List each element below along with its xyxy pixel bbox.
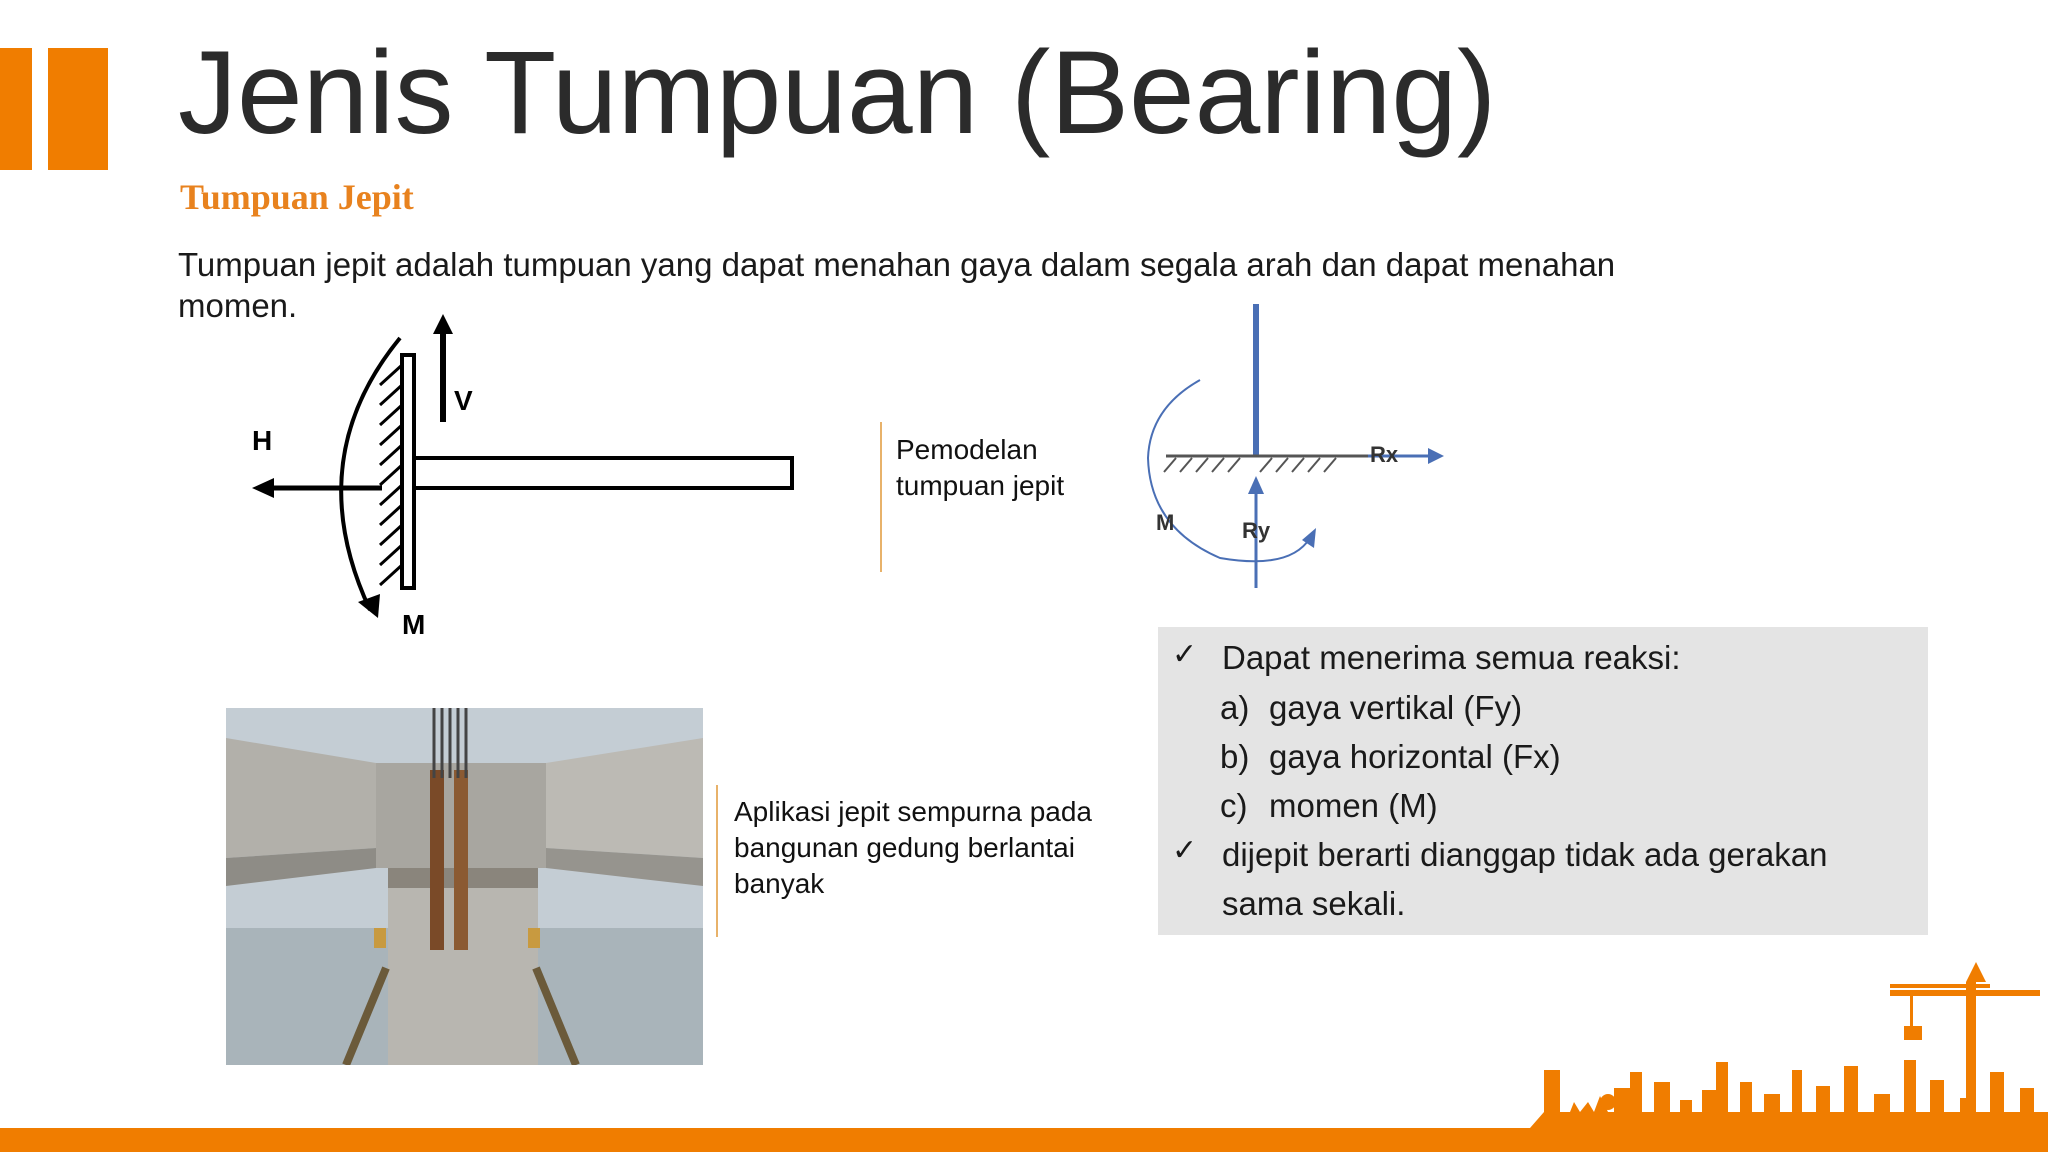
check-icon-2: ✓ xyxy=(1172,834,1198,867)
city-skyline-icon xyxy=(1530,962,2048,1130)
caption-photo-line1: Aplikasi jepit sempurna pada xyxy=(734,796,1092,827)
reaction-item-1: Dapat menerima semua reaksi: xyxy=(1222,639,1681,676)
label-v: V xyxy=(454,385,473,416)
caption-photo-line2: bangunan gedung berlantai xyxy=(734,832,1075,863)
reactions-box xyxy=(1158,627,1928,935)
sub-item-b: gaya horizontal (Fx) xyxy=(1269,738,1561,775)
v-arrowhead xyxy=(433,314,453,334)
reaction-item-2-line1: dijepit berarti dianggap tidak ada gerakan xyxy=(1222,836,1828,873)
reaction-item-2-line2: sama sekali. xyxy=(1222,885,1406,922)
sub-item-c: momen (M) xyxy=(1269,787,1438,824)
sub-marker-a: a) xyxy=(1220,689,1250,726)
bottom-accent-bar xyxy=(0,1128,2048,1152)
wall-hatching xyxy=(380,365,402,585)
label-ry: Ry xyxy=(1242,518,1271,543)
ry-arrowhead xyxy=(1248,476,1264,494)
caption-divider-1 xyxy=(880,422,882,572)
fixed-support-diagram xyxy=(230,310,810,650)
caption-photo xyxy=(734,794,1092,902)
caption-divider-2 xyxy=(716,785,718,937)
sub-marker-c: c) xyxy=(1220,787,1248,824)
beam xyxy=(414,458,792,488)
reaction-diagram xyxy=(1130,298,1460,598)
caption-model-line1: Pemodelan xyxy=(896,434,1038,465)
ground-hatching xyxy=(1164,458,1336,472)
caption-model-line2: tumpuan jepit xyxy=(896,470,1065,501)
slide-title: Jenis Tumpuan (Bearing) xyxy=(178,27,1497,159)
label-rx: Rx xyxy=(1370,442,1399,467)
formwork-right xyxy=(454,770,468,950)
label-m: M xyxy=(402,609,426,640)
column-photo xyxy=(226,708,703,1065)
check-icon-1: ✓ xyxy=(1172,638,1198,671)
sub-marker-b: b) xyxy=(1220,738,1250,775)
formwork-left xyxy=(430,770,444,950)
slide-description: Tumpuan jepit adalah tumpuan yang dapat menahan gaya dalam segala arah dan dapat menahan momen. xyxy=(178,246,1616,324)
caption-model xyxy=(896,432,1064,504)
accent-bar-2 xyxy=(48,48,108,170)
slide-subtitle: Tumpuan Jepit xyxy=(180,177,414,217)
accent-bar-1 xyxy=(0,48,32,170)
rx-arrowhead xyxy=(1428,448,1444,464)
label-h: H xyxy=(252,425,273,456)
label-m-right: M xyxy=(1156,510,1175,535)
h-arrowhead xyxy=(252,478,274,498)
moment-arrowhead xyxy=(358,594,380,618)
sub-item-a: gaya vertikal (Fy) xyxy=(1269,689,1523,726)
caption-photo-line3: banyak xyxy=(734,868,825,899)
